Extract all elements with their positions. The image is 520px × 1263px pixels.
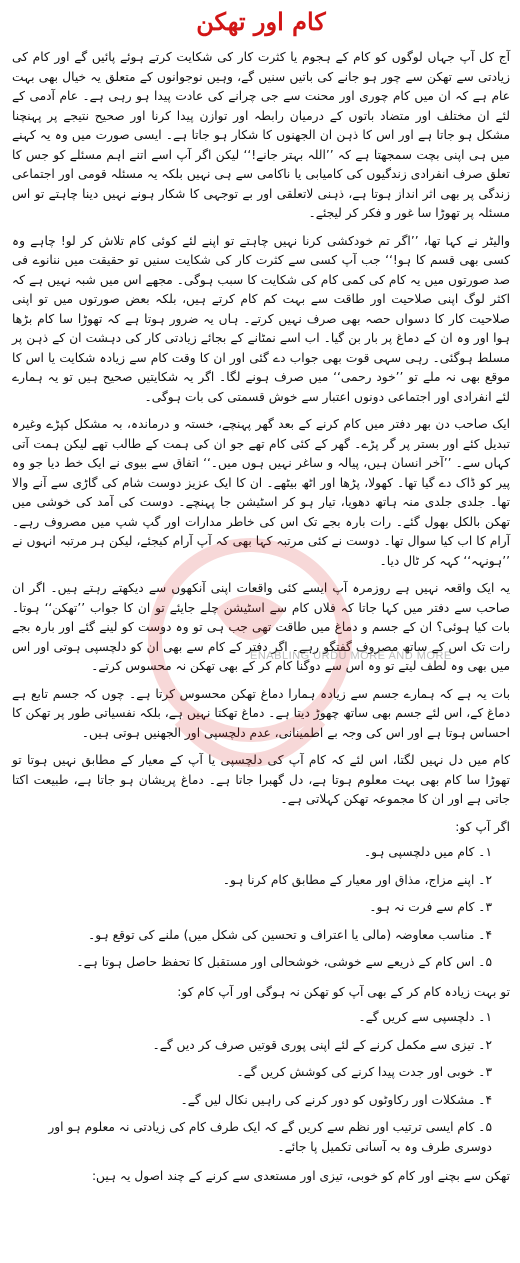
list-item: ۳۔ خوبی اور جدت پیدا کرنے کی کوشش کریں گے۔: [236, 1065, 492, 1079]
closing-line: تھکن سے بچنے اور کام کو خوبی، تیزی اور مستعدی سے کرنے کے چند اصول یہ ہیں:: [91, 1169, 510, 1183]
list-item: ۱۔ دلچسپی سے کریں گے۔: [358, 1010, 492, 1024]
conditions-list: [12, 843, 510, 973]
list-item: ۴۔ مناسب معاوضہ (مالی یا اعتراف و تحسین کی شکل میں) ملنے کی توقع ہو۔: [88, 927, 492, 942]
list-item: ۲۔ تیزی سے مکمل کرنے کے لئے اپنی پوری قوتیں صرف کر دیں گے۔: [152, 1037, 492, 1052]
article-paragraph: بات یہ ہے کہ ہمارے جسم سے زیادہ ہمارا دماغ تھکن محسوس کرتا ہے۔ چوں کہ جسم تابع ہے دماغ کے، اس لئے جسم بھی ساتھ چھوڑ دیتا ہے۔ دماغ تھکتا نہیں ہے، بلکہ نفسیاتی طور پر تھکن کا احساس ہوتا ہے اور اس کی وجہ بے اطمینانی، عدم دلچسپی اور الجھنیں ہوتی ہیں۔: [12, 686, 510, 740]
article-paragraph: آج کل آپ جہاں لوگوں کو کام کے ہجوم یا کثرت کار کی شکایت کرتے ہوئے پائیں گے اور کام کی زیادتی سے تھکن سے چور ہو جانے کی باتیں سنیں گے، وہیں نوجوانوں کے متعلق یہ خیال بھی بہت عام ہے کہ ان میں کام چوری اور محنت سے جی چرانے کی عادت پیدا ہو رہی ہے۔ عام آدمی کے لئے ان مختلف اور متضاد باتوں کے درمیان رابطہ اور توازن پیدا کرنا اور صحیح نتیجے پر پہنچنا مشکل ہو جاتا ہے اور اس کا ذہن ان الجھنوں کا شکار ہو جاتا ہے۔ ایسی صورت میں وہ یہ کہنے میں ہی اپنی بچت سمجھتا ہے کہ ’’اللہ بہتر جانے!‘‘ لیکن اگر آپ اسے اتنے اہم مسئلے کو جس کا تعلق صرف انفرادی زندگیوں کی کامیابی یا ناکامی سے ہی نہیں بلکہ یہ مسئلہ قومی اور اجتماعی زندگی پر بھی اثر انداز ہوتا ہے، ذہنی لاتعلقی اور بے توجہی کا شکار ہونے نہیں دینا چاہتے تو اس مسئلہ پر تھوڑا سا غور و فکر کر لیجئے۔: [12, 50, 510, 220]
list-item: ۵۔ اس کام کے ذریعے سے خوشی، خوشحالی اور مستقبل کا تحفظ حاصل ہوتا ہے۔: [76, 955, 492, 969]
watermark-text: ENABLING URDU MORE AND MORE: [250, 650, 452, 662]
results-list: [12, 1008, 510, 1157]
article-paragraph: ایک صاحب دن بھر دفتر میں کام کرنے کے بعد گھر پہنچے، خستہ و درماندہ، بہ مشکل کپڑے وغیرہ تبدیل کئے اور بستر پر گر پڑے۔ گھر کے کئی کام تھے جو ان کی ہمت کے طالب تھے لیکن ہمت آتی کہاں سے۔ ’’آخر انسان ہیں، پیالہ و ساغر نہیں ہوں میں۔‘‘ اتفاق سے بیوی نے ایک خط دیا جو وہ پیر کو ڈاک دے گیا تھا۔ کھولا، پڑھا اور اٹھ بیٹھے۔ ان کا ایک عزیز دوست شام کی گاڑی سے آنے والا تھا۔ جلدی جلدی منہ ہاتھ دھویا، تیار ہو کر اسٹیشن جا پہنچے۔ دوست کی آمد کی خوشی میں تھکن بالکل بھول گئے۔ رات بارہ بجے تک اس کی خاطر مدارات اور گپ شپ میں مصروف رہے۔ آرام کا اب کیا سوال تھا۔ دوست نے کئی مرتبہ کہا بھی کہ آپ آرام کیجئے، لیکن ہر مرتبہ انہوں نے ’’ہونہہ‘‘ کہہ کر ٹال دیا۔: [12, 417, 510, 568]
list-item: ۱۔ کام میں دلچسپی ہو۔: [363, 845, 492, 859]
article-paragraph: کام میں دل نہیں لگتا، اس لئے کہ کام آپ کی دلچسپی یا آپ کے معیار کے مطابق نہیں ہوتا تو تھوڑا سا کام بھی بہت معلوم ہوتا ہے، دل گھبرا جاتا ہے۔ دماغ پریشان ہو جاتا ہے، طبیعت اکتا جاتی ہے اور ان کا مجموعہ تھکن کہلاتی ہے۔: [12, 753, 510, 806]
article-paragraph: یہ ایک واقعہ نہیں ہے روزمرہ آپ ایسے کئی واقعات اپنی آنکھوں سے دیکھتے رہتے ہیں۔ اگر ان صاحب سے دفتر میں کہا جاتا کہ فلاں کام سے اسٹیشن چلے جایئے تو ان کا جواب ’’تھکن‘‘ ہوتا۔ بات کیا ہوئی؟ ان کے جسم و دماغ میں طاقت تھی جب ہی تو وہ دوست کو لینے گئے اور بارہ بجے رات تک اس کے ساتھ مصروف گفتگو رہے۔ اگر دفتر کے کام سے بھی ان کو دلچسپی ہوتی اور اس میں بھی وہ لطف لیتے تو وہ اس سے دوگنا کام کر کے بھی تھکن نہ محسوس کرتے۔: [12, 581, 510, 673]
conditions-label: اگر آپ کو:: [455, 819, 510, 834]
article-paragraph: والیٹر نے کہا تھا، ’’اگر تم خودکشی کرنا نہیں چاہتے تو اپنے لئے کوئی کام تلاش کر لو! چاہے وہ کسی بھی قسم کا ہو!‘‘ جب آپ کسی سے کثرت کار کی شکایت سنیں تو حقیقت میں ننانوے فی صد صورتوں میں یہ کام کی کمی کام کی شکایت کا سبب ہوگی۔ مجھے اس میں شبہ نہیں ہے کہ اکثر لوگ اپنی صلاحیت اور طاقت سے بہت کم کام کرتے ہیں، بلکہ بعض صورتوں میں تو اپنی صلاحیت کار کا دسواں حصہ بھی صرف نہیں کرتے۔ ہاں یہ ضرور ہوتا ہے کہ تھوڑا سا کام بڑھا ہوا اور وہ ان کے دماغ پر بار بن گیا۔ اب اسے نمٹانے کے بجائے زیادتی کار کی دہشت ان کے ذہن پر مسلط ہوگئی۔ رہی سہی قوت بھی جواب دے گئی اور ان کا وقت کام سے زیادہ شکایت یا اس کا موقع بھی نہ ملے تو ’’خود رحمی‘‘ میں صرف ہونے لگا۔ اگر یہ شکایتیں صحیح ہیں تو یہ ہمارے لئے انفرادی اور اجتماعی دونوں اعتبار سے خوش قسمتی کی بات ہوگی۔: [12, 233, 510, 404]
list-item: ۲۔ اپنے مزاج، مذاق اور معیار کے مطابق کام کرنا ہو۔: [222, 872, 492, 887]
list-item: ۳۔ کام سے فرت نہ ہو۔: [369, 900, 492, 914]
list-item: ۵۔ کام ایسی ترتیب اور نظم سے کریں گے کہ ایک طرف کام کی زیادتی نہ معلوم ہو اور دوسری طرف وہ بہ آسانی تکمیل پا جائے۔: [48, 1120, 492, 1154]
article-title: کام اور تھکن: [196, 7, 326, 36]
list-item: ۴۔ مشکلات اور رکاوٹوں کو دور کرنے کی راہیں نکال لیں گے۔: [180, 1092, 492, 1107]
results-label: تو بہت زیادہ کام کر کے بھی آپ کو تھکن نہ ہوگی اور آپ کام کو:: [177, 984, 510, 999]
